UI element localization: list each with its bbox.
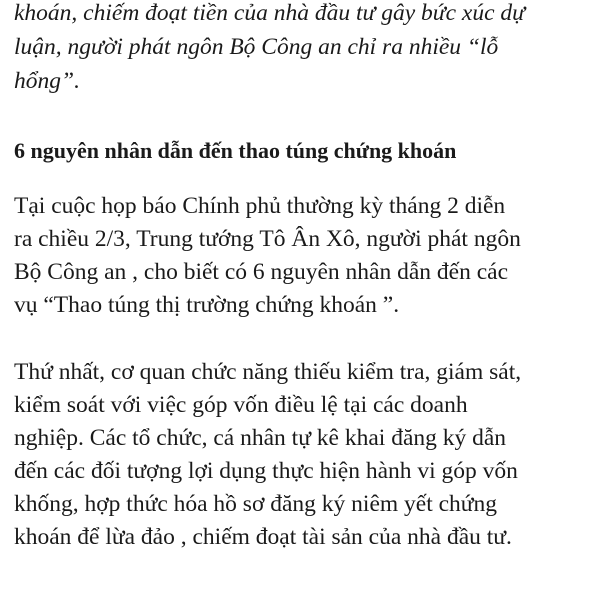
paragraph-line: vụ “Thao túng thị trường chứng khoán ”.: [14, 292, 400, 318]
paragraph-line: nghiệp. Các tổ chức, cá nhân tự kê khai đăng ký dẫn: [14, 425, 507, 451]
section-heading: 6 nguyên nhân dẫn đến thao túng chứng khoán: [14, 138, 457, 163]
paragraph-1: [14, 190, 521, 322]
article-lead: [14, 0, 589, 98]
lead-line: luận, người phát ngôn Bộ Công an chỉ ra nhiều “lỗ: [14, 34, 499, 60]
paragraph-line: khống, hợp thức hóa hồ sơ đăng ký niêm yết chứng: [14, 491, 498, 517]
paragraph-line: đến các đối tượng lợi dụng thực hiện hành vi góp vốn: [14, 458, 518, 484]
paragraph-line: Bộ Công an , cho biết có 6 nguyên nhân dẫn đến các: [14, 259, 509, 285]
paragraph-2: [14, 356, 521, 554]
lead-line: hổng”.: [14, 68, 80, 94]
lead-line: khoán, chiếm đoạt tiền của nhà đầu tư gây bức xúc dự: [14, 0, 525, 26]
paragraph-line: khoán để lừa đảo , chiếm đoạt tài sản của nhà đầu tư.: [14, 524, 512, 550]
paragraph-line: Tại cuộc họp báo Chính phủ thường kỳ tháng 2 diễn: [14, 193, 506, 219]
paragraph-line: kiểm soát với việc góp vốn điều lệ tại các doanh: [14, 392, 468, 418]
article-body: [14, 0, 589, 550]
paragraph-line: Thứ nhất, cơ quan chức năng thiếu kiểm tra, giám sát,: [14, 359, 522, 385]
paragraph-line: ra chiều 2/3, Trung tướng Tô Ân Xô, người phát ngôn: [14, 226, 521, 252]
